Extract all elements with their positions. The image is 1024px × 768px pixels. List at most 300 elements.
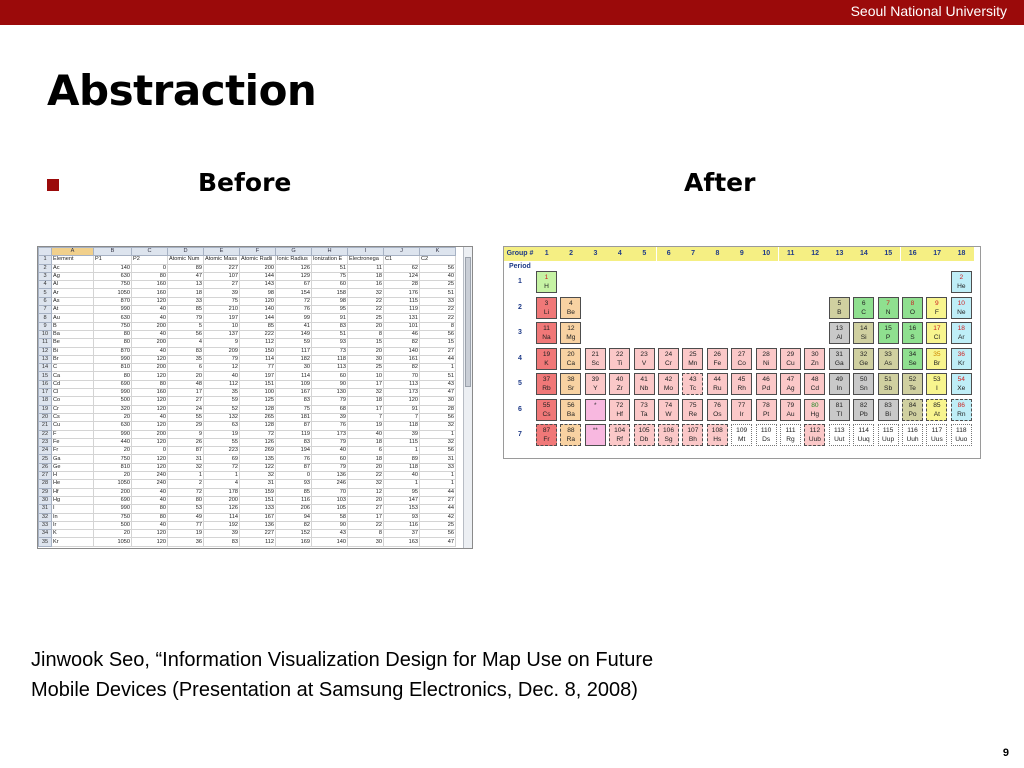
table-cell: 200 xyxy=(240,264,276,272)
element-cell xyxy=(682,424,703,446)
period-number: 2 xyxy=(518,303,522,311)
table-cell: 17 xyxy=(348,380,384,388)
table-cell: 18 xyxy=(168,289,204,297)
table-cell: 28 xyxy=(420,405,456,413)
table-cell: 91 xyxy=(312,314,348,322)
table-cell: 206 xyxy=(276,505,312,513)
table-cell: 83 xyxy=(312,322,348,330)
element-cell xyxy=(804,373,825,395)
table-cell: 126 xyxy=(240,438,276,446)
element-cell xyxy=(829,322,850,344)
table-cell: 144 xyxy=(240,314,276,322)
row-number: 23 xyxy=(39,438,52,446)
element-symbol: Bh xyxy=(688,436,697,443)
table-cell: 80 xyxy=(132,272,168,280)
table-cell: 140 xyxy=(384,347,420,355)
table-cell: 990 xyxy=(94,389,132,397)
atomic-number: 111 xyxy=(785,427,796,434)
table-cell: 163 xyxy=(384,538,420,546)
table-cell: 100 xyxy=(240,389,276,397)
table-cell: 79 xyxy=(312,397,348,405)
table-cell: 6 xyxy=(168,364,204,372)
table-cell: 20 xyxy=(348,463,384,471)
table-cell: Cl xyxy=(52,389,94,397)
table-cell: Fe xyxy=(52,438,94,446)
element-cell xyxy=(585,373,606,395)
element-symbol: Tc xyxy=(689,385,697,392)
table-row xyxy=(39,330,456,338)
atomic-number: 5 xyxy=(837,299,842,307)
element-cell xyxy=(951,399,972,421)
element-symbol: Sn xyxy=(859,385,868,392)
table-cell: 120 xyxy=(132,455,168,463)
table-cell: 132 xyxy=(204,413,240,421)
table-cell: Cd xyxy=(52,380,94,388)
table-row xyxy=(39,289,456,297)
table-cell: 20 xyxy=(94,413,132,421)
atomic-number: 4 xyxy=(569,299,573,307)
element-cell xyxy=(634,373,655,395)
table-cell: 29 xyxy=(168,422,204,430)
table-cell: 73 xyxy=(312,347,348,355)
atomic-number: 17 xyxy=(933,325,941,332)
element-cell xyxy=(634,399,655,421)
atomic-number: 38 xyxy=(567,376,575,383)
table-cell: 20 xyxy=(168,372,204,380)
table-cell: 120 xyxy=(132,397,168,405)
table-cell: 870 xyxy=(94,347,132,355)
row-number: 2 xyxy=(39,264,52,272)
row-number: 25 xyxy=(39,455,52,463)
table-cell: 80 xyxy=(132,505,168,513)
table-cell: 39 xyxy=(312,413,348,421)
element-symbol: Hs xyxy=(713,436,722,443)
slide-title: Abstraction xyxy=(47,66,317,115)
element-symbol: P xyxy=(885,334,891,341)
element-cell xyxy=(536,399,557,421)
element-symbol: Ge xyxy=(859,359,869,367)
element-cell xyxy=(731,373,752,395)
element-symbol: Pb xyxy=(859,410,868,418)
atomic-number: 113 xyxy=(834,427,845,434)
group-number: 8 xyxy=(705,247,729,261)
element-cell xyxy=(536,424,557,446)
atomic-number: 114 xyxy=(858,427,869,434)
element-symbol: Ga xyxy=(834,359,844,367)
element-cell xyxy=(609,348,630,370)
element-cell xyxy=(756,373,777,395)
element-symbol: Cd xyxy=(810,385,820,392)
table-cell: 89 xyxy=(384,455,420,463)
table-cell: 9 xyxy=(204,339,240,347)
atomic-number: 6 xyxy=(861,299,866,307)
table-cell: 39 xyxy=(204,289,240,297)
row-number: 3 xyxy=(39,272,52,280)
row-number: 31 xyxy=(39,505,52,513)
element-symbol: Tl xyxy=(836,410,843,418)
table-cell: 51 xyxy=(312,264,348,272)
row-number: 14 xyxy=(39,364,52,372)
table-cell: 112 xyxy=(204,380,240,388)
table-cell: 11 xyxy=(348,264,384,272)
table-cell: 15 xyxy=(420,339,456,347)
atomic-number: 15 xyxy=(884,325,892,332)
element-symbol: Ta xyxy=(640,410,648,418)
element-symbol: C xyxy=(861,308,867,316)
table-cell: 120 xyxy=(132,438,168,446)
table-cell: 1050 xyxy=(94,289,132,297)
element-cell xyxy=(731,424,752,446)
table-row xyxy=(39,530,456,538)
period-number: 3 xyxy=(518,329,522,336)
header-cell: Ionic Radius xyxy=(276,256,312,264)
table-cell: 40 xyxy=(132,306,168,314)
column-header-row xyxy=(39,248,456,256)
table-cell: 40 xyxy=(132,496,168,504)
element-symbol: Hg xyxy=(810,410,820,418)
atomic-number: 43 xyxy=(689,376,697,383)
atomic-number: 14 xyxy=(860,325,868,332)
row-number: 27 xyxy=(39,472,52,480)
table-row xyxy=(39,389,456,397)
atomic-number: 3 xyxy=(544,299,549,307)
element-cell xyxy=(951,322,972,344)
atomic-number: 81 xyxy=(835,401,843,409)
atomic-number: 76 xyxy=(713,401,721,409)
element-cell xyxy=(707,348,728,370)
table-cell: 58 xyxy=(312,513,348,521)
element-symbol: Uub xyxy=(808,436,821,443)
table-row xyxy=(39,438,456,446)
element-symbol: Mn xyxy=(688,359,698,367)
table-cell: 20 xyxy=(348,496,384,504)
table-cell: 53 xyxy=(168,505,204,513)
table-cell: 440 xyxy=(94,438,132,446)
element-cell xyxy=(707,373,728,395)
column-letter: D xyxy=(168,248,204,256)
table-cell: 16 xyxy=(348,281,384,289)
table-cell: 116 xyxy=(384,521,420,529)
table-cell: 101 xyxy=(384,322,420,330)
table-cell: C xyxy=(52,364,94,372)
table-cell: 63 xyxy=(204,422,240,430)
element-symbol: Si xyxy=(860,334,867,341)
table-cell: 500 xyxy=(94,521,132,529)
table-cell: 117 xyxy=(276,347,312,355)
table-cell: 42 xyxy=(420,513,456,521)
table-cell: B xyxy=(52,322,94,330)
table-row xyxy=(39,281,456,289)
row-number: 34 xyxy=(39,530,52,538)
table-cell: 32 xyxy=(240,472,276,480)
table-cell: 70 xyxy=(384,372,420,380)
table-cell: 82 xyxy=(384,364,420,372)
table-cell: 93 xyxy=(276,480,312,488)
table-cell: 136 xyxy=(240,521,276,529)
table-cell: 37 xyxy=(384,530,420,538)
table-row xyxy=(39,405,456,413)
table-cell: 103 xyxy=(312,496,348,504)
element-symbol: Hf xyxy=(616,410,623,418)
element-cell xyxy=(804,348,825,370)
atomic-number: 77 xyxy=(738,401,746,409)
group-number: 12 xyxy=(803,247,827,261)
table-cell: 18 xyxy=(348,397,384,405)
element-cell xyxy=(804,399,825,421)
group-number: 6 xyxy=(657,247,681,261)
atomic-number: 74 xyxy=(664,401,673,409)
table-cell: 167 xyxy=(276,389,312,397)
element-symbol: Sr xyxy=(567,385,575,392)
table-cell: 810 xyxy=(94,364,132,372)
table-cell: 67 xyxy=(276,281,312,289)
table-cell: 147 xyxy=(384,496,420,504)
table-cell: 990 xyxy=(94,505,132,513)
table-cell: 83 xyxy=(276,438,312,446)
element-cell xyxy=(926,373,947,395)
element-symbol: Uut xyxy=(834,436,845,443)
table-cell: 140 xyxy=(240,306,276,314)
element-symbol: Uus xyxy=(931,436,943,443)
atomic-number: 46 xyxy=(762,376,770,383)
header-cell: Atomic Mass xyxy=(204,256,240,264)
table-row xyxy=(39,314,456,322)
atomic-number: 49 xyxy=(835,376,843,383)
table-cell: 55 xyxy=(168,413,204,421)
table-row xyxy=(39,413,456,421)
element-symbol: Rb xyxy=(542,385,551,392)
group-number: 15 xyxy=(876,247,900,261)
atomic-number: 28 xyxy=(762,350,770,358)
table-cell: 223 xyxy=(204,447,240,455)
table-cell: 30 xyxy=(348,355,384,363)
table-cell: 810 xyxy=(94,463,132,471)
element-symbol: Ra xyxy=(566,436,576,443)
table-cell: 17 xyxy=(168,389,204,397)
table-cell: 1 xyxy=(420,430,456,438)
column-letter: F xyxy=(240,248,276,256)
table-cell: 40 xyxy=(348,430,384,438)
table-row xyxy=(39,256,456,264)
table-cell: 149 xyxy=(276,330,312,338)
table-row xyxy=(39,538,456,546)
table-cell: 60 xyxy=(312,372,348,380)
table-cell: 43 xyxy=(312,530,348,538)
table-row xyxy=(39,397,456,405)
table-cell: 47 xyxy=(420,389,456,397)
atomic-number: 45 xyxy=(738,376,746,383)
table-cell: 18 xyxy=(348,455,384,463)
element-cell xyxy=(902,373,923,395)
table-cell: 22 xyxy=(348,306,384,314)
table-cell: 43 xyxy=(420,380,456,388)
table-cell: 1 xyxy=(384,447,420,455)
table-cell: As xyxy=(52,297,94,305)
element-symbol: Ds xyxy=(762,436,771,443)
element-symbol: As xyxy=(884,359,892,367)
atomic-number: 116 xyxy=(907,427,918,434)
table-cell: Ar xyxy=(52,289,94,297)
row-number: 17 xyxy=(39,389,52,397)
table-cell: 750 xyxy=(94,281,132,289)
table-cell: 20 xyxy=(94,472,132,480)
table-row xyxy=(39,455,456,463)
row-number: 22 xyxy=(39,430,52,438)
table-row xyxy=(39,272,456,280)
table-cell: 176 xyxy=(384,289,420,297)
row-number: 26 xyxy=(39,463,52,471)
column-letter: B xyxy=(94,248,132,256)
table-cell: 131 xyxy=(384,314,420,322)
element-symbol: He xyxy=(957,283,966,290)
row-number: 19 xyxy=(39,405,52,413)
element-symbol: Uuq xyxy=(857,436,870,443)
table-cell: Hg xyxy=(52,496,94,504)
table-row xyxy=(39,505,456,513)
table-cell: 33 xyxy=(168,297,204,305)
group-number: 7 xyxy=(681,247,705,261)
table-cell: 55 xyxy=(204,438,240,446)
table-cell: 36 xyxy=(168,538,204,546)
atomic-number: 18 xyxy=(957,325,965,332)
atomic-number: 9 xyxy=(935,299,939,307)
table-cell: 40 xyxy=(420,272,456,280)
atomic-number: 106 xyxy=(662,427,674,434)
element-cell xyxy=(658,348,679,370)
table-cell: 40 xyxy=(132,488,168,496)
row-number: 6 xyxy=(39,297,52,305)
table-row xyxy=(39,480,456,488)
table-cell: 630 xyxy=(94,272,132,280)
element-cell xyxy=(878,322,899,344)
element-symbol: At xyxy=(933,410,940,418)
table-cell: 20 xyxy=(348,322,384,330)
table-cell: Al xyxy=(52,281,94,289)
table-cell: 690 xyxy=(94,496,132,504)
table-cell: 990 xyxy=(94,430,132,438)
column-letter: I xyxy=(348,248,384,256)
element-cell xyxy=(560,373,581,395)
table-cell: 173 xyxy=(384,389,420,397)
table-cell: 80 xyxy=(94,372,132,380)
atomic-number: 8 xyxy=(910,299,915,307)
table-cell: 126 xyxy=(204,505,240,513)
element-cell xyxy=(780,373,801,395)
table-cell: 152 xyxy=(276,530,312,538)
atomic-number: 36 xyxy=(957,350,965,358)
element-symbol: Ne xyxy=(957,308,966,316)
table-cell: 200 xyxy=(132,364,168,372)
atomic-number: 2 xyxy=(959,274,964,281)
table-cell: 59 xyxy=(204,397,240,405)
table-cell: 51 xyxy=(420,289,456,297)
table-cell: 83 xyxy=(276,397,312,405)
table-cell: 200 xyxy=(94,488,132,496)
table-cell: 9 xyxy=(168,430,204,438)
table-cell: 32 xyxy=(348,289,384,297)
atomic-number: 39 xyxy=(591,376,599,383)
table-cell: 56 xyxy=(168,330,204,338)
atomic-number: 51 xyxy=(884,376,892,383)
row-number: 18 xyxy=(39,397,52,405)
element-cell xyxy=(658,373,679,395)
atomic-number: 29 xyxy=(786,350,795,358)
element-symbol: Uuo xyxy=(955,436,968,443)
table-cell: 80 xyxy=(94,339,132,347)
table-cell: 98 xyxy=(240,289,276,297)
table-cell: 19 xyxy=(348,422,384,430)
element-cell xyxy=(829,297,850,319)
element-symbol: Be xyxy=(566,308,575,316)
atomic-number: 107 xyxy=(687,427,699,434)
table-cell: 197 xyxy=(240,372,276,380)
atomic-number: 12 xyxy=(567,325,575,332)
element-symbol: Ru xyxy=(713,385,722,392)
table-cell: 630 xyxy=(94,314,132,322)
table-cell: 72 xyxy=(240,430,276,438)
element-symbol: Cs xyxy=(542,410,551,418)
table-row xyxy=(39,463,456,471)
table-cell: 76 xyxy=(312,422,348,430)
row-number: 24 xyxy=(39,447,52,455)
table-cell: 32 xyxy=(420,422,456,430)
element-cell xyxy=(780,399,801,421)
table-cell: 135 xyxy=(240,455,276,463)
table-cell: 60 xyxy=(312,455,348,463)
atomic-number: 35 xyxy=(933,350,941,358)
table-cell: 870 xyxy=(94,297,132,305)
element-cell xyxy=(878,348,899,370)
table-cell: Ge xyxy=(52,463,94,471)
period-label: Period xyxy=(509,263,531,270)
table-cell: Br xyxy=(52,355,94,363)
table-cell: 56 xyxy=(420,530,456,538)
table-row xyxy=(39,430,456,438)
header-cell: P2 xyxy=(132,256,168,264)
element-symbol: Ag xyxy=(786,385,795,392)
table-cell: 120 xyxy=(384,397,420,405)
table-cell: 22 xyxy=(420,306,456,314)
atomic-number: 109 xyxy=(736,427,748,434)
atomic-number: 20 xyxy=(567,350,575,358)
header-cell: Electronega xyxy=(348,256,384,264)
table-row xyxy=(39,347,456,355)
table-row xyxy=(39,339,456,347)
table-cell: 75 xyxy=(312,272,348,280)
row-number: 21 xyxy=(39,422,52,430)
table-cell: 140 xyxy=(94,264,132,272)
atomic-number: 21 xyxy=(591,350,599,358)
atomic-number: 44 xyxy=(713,376,721,383)
element-cell xyxy=(756,348,777,370)
table-cell: 24 xyxy=(168,405,204,413)
table-cell: 114 xyxy=(204,513,240,521)
table-cell: 22 xyxy=(348,297,384,305)
table-cell: Be xyxy=(52,339,94,347)
table-cell: 52 xyxy=(204,405,240,413)
table-cell: 22 xyxy=(348,521,384,529)
table-cell: 75 xyxy=(204,297,240,305)
table-cell: 47 xyxy=(420,538,456,546)
table-cell: 118 xyxy=(384,422,420,430)
table-cell: 8 xyxy=(348,330,384,338)
atomic-number: 32 xyxy=(860,350,868,358)
table-cell: Ac xyxy=(52,264,94,272)
element-cell xyxy=(560,348,581,370)
row-number: 13 xyxy=(39,355,52,363)
table-cell: 210 xyxy=(204,306,240,314)
table-cell: Au xyxy=(52,314,94,322)
